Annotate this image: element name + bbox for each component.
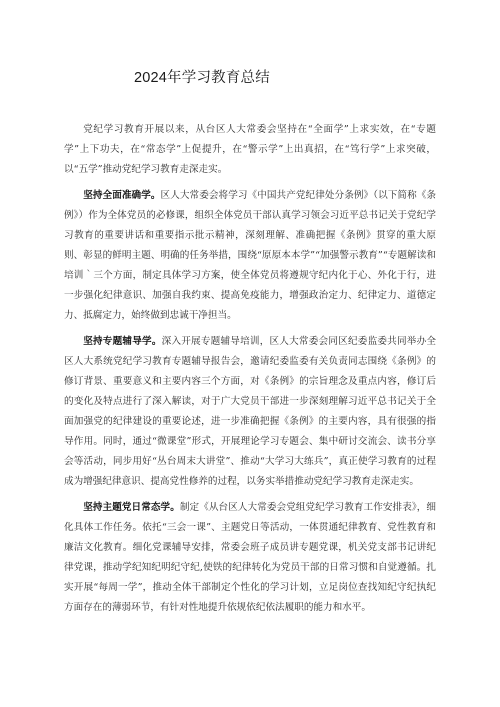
section-paragraph-comprehensive-study	[64, 186, 436, 326]
section-paragraph-special-guidance-study	[64, 332, 436, 492]
paragraph-lead: 坚持主题党日常态学。	[83, 502, 180, 513]
paragraph-lead: 坚持全面准确学。	[83, 190, 161, 201]
paragraph-text: 党纪学习教育开展以来，从台区人大常委会坚持在“全面学”上求实效，在“专题学”上下功夫，在“常态学”上促提升，在“警示学”上出真招，在“笃行学”上求突破，以“五学”推动党纪学习教育走深走实。	[64, 124, 436, 175]
paragraph-text: 区人大常委会将学习《中国共产党纪律处分条例》（以下简称《条例》）作为全体党员的必修课，组织全体党员干部认真学习领会习近平总书记关于党纪学习教育的重要讲话和重要指示批示精神，深刻理解、准确把握《条例》贯穿的重大原则、彰显的鲜明主题、明确的任务举措，围绕“原原本本学”“加强警示教育”“专题解读和培训｀三个方面，制定具体学习方案，使全体党员将遵规守纪内化于心、外化于行，进一步强化纪律意识、加强自我约束、提高免疫能力，增强政治定力、纪律定力、道德定力、抵腐定力，始终做到忠诚干净担当。	[64, 190, 437, 321]
paragraph-text: 制定《从台区人大常委会党组党纪学习教育工作安排表》，细化具体工作任务。依托“三会一课”、主题党日等活动，一体贯通纪律教育、党性教育和廉洁文化教育。细化党课辅导安排，常委会班子成员讲专题党课，机关党支部书记讲纪律党课，推动学纪知纪明纪守纪,使铁的纪律转化为党员干部的日常习惯和自觉遵循。扎实开展“每周一学”，推动全体干部制定个性化的学习计划，立足岗位查找知纪守纪执纪方面存在的薄弱环节，有针对性地提升依规依纪依法履职的能力和水平。	[64, 502, 436, 613]
intro-paragraph	[64, 120, 436, 180]
paragraph-lead: 坚持专题辅导学。	[83, 336, 162, 347]
section-paragraph-party-day-study	[64, 498, 436, 618]
document-title: 2024年学习教育总结	[134, 70, 270, 86]
paragraph-text: 深入开展专题辅导培训，区人大常委会同区纪委监委共同举办全区人大系统党纪学习教育专题辅导报告会，邀请纪委监委有关负责同志围绕《条例》的修订背景、重要意义和主要内容三个方面，对《条例》的宗旨理念及重点内容，修订后的变化及特点进行了深入解读，对于广大党员干部进一步深刻理解习近平总书记关于全面加强党的纪律建设的重要论述，进一步准确把握《条例》的主要内容，具有很强的指导作用。同时，通过“微课堂”形式，开展理论学习专题会、集中研讨交流会、读书分享会等活动，同步用好“丛台周末大讲堂”、推动“大学习大练兵”，真正使学习教育的过程成为增强纪律意识、提高党性修养的过程，以务实举措推动党纪学习教育走深走实。	[64, 336, 437, 487]
document-body	[64, 120, 436, 624]
